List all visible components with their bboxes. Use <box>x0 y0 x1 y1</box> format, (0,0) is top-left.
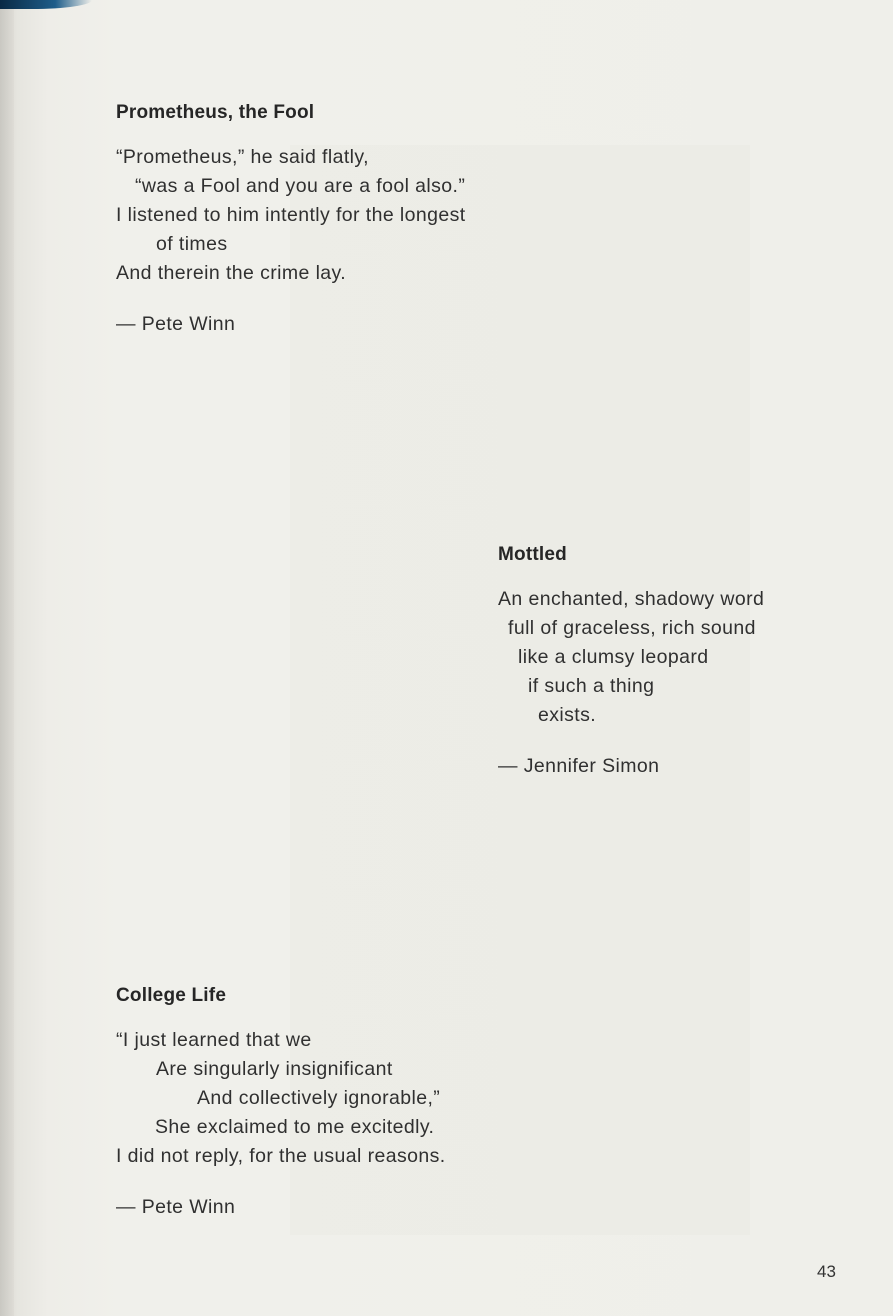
corner-color-mark <box>0 0 92 9</box>
poem-author: — Pete Winn <box>116 1196 236 1218</box>
poem-line: Are singularly insignificant <box>156 1058 393 1080</box>
poem-author: — Pete Winn <box>116 313 236 335</box>
poem-line: “Prometheus,” he said flatly, <box>116 146 369 168</box>
poem-line: She exclaimed to me excitedly. <box>155 1116 435 1138</box>
poem-line: And collectively ignorable,” <box>197 1087 441 1109</box>
poem-line: if such a thing <box>528 675 655 697</box>
poem-title: Mottled <box>498 544 567 565</box>
poem-mottled <box>498 544 764 778</box>
poem-line: “I just learned that we <box>116 1029 312 1051</box>
poem-line: I listened to him intently for the longest <box>116 204 466 226</box>
poem-line: And therein the crime lay. <box>116 262 347 284</box>
poem-title: Prometheus, the Fool <box>116 102 315 123</box>
poem-line: of times <box>156 233 228 255</box>
poem-line: full of graceless, rich sound <box>508 617 756 639</box>
poem-title: College Life <box>116 985 227 1006</box>
poem-line: An enchanted, shadowy word <box>498 588 765 610</box>
poem-line: like a clumsy leopard <box>518 646 709 668</box>
poem-author: — Jennifer Simon <box>498 755 660 777</box>
poem-college-life <box>116 985 446 1219</box>
binding-shadow <box>0 0 14 1316</box>
poem-line: exists. <box>538 704 597 726</box>
page-number: 43 <box>817 1262 836 1281</box>
poem-line: I did not reply, for the usual reasons. <box>116 1145 446 1167</box>
poem-line: “was a Fool and you are a fool also.” <box>135 175 466 197</box>
poem-prometheus-the-fool <box>116 102 466 336</box>
